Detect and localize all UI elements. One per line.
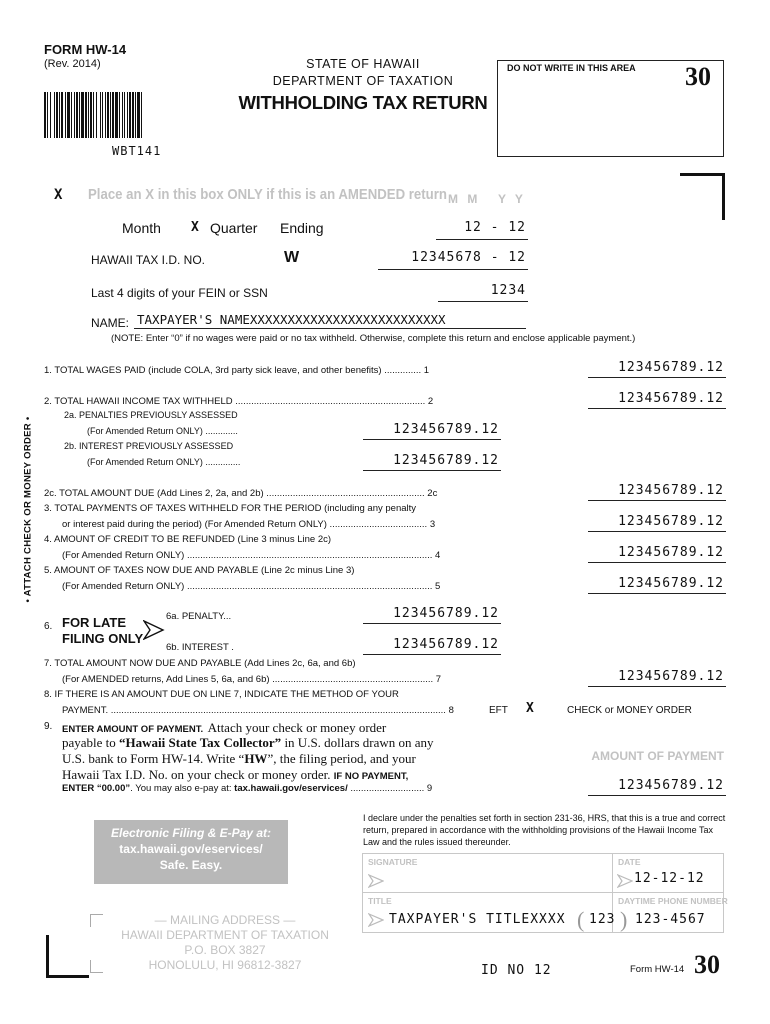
line-5-sublabel: (For Amended Return ONLY) ............................................................................................. 5 [62, 581, 441, 592]
name-label: NAME: [91, 316, 130, 330]
line-6a-label: 6a. PENALTY... [166, 611, 232, 622]
line-9-heading: ENTER AMOUNT OF PAYMENT. [62, 724, 204, 735]
tax-id-prefix: W [284, 249, 300, 266]
month-format-label: M M [448, 192, 481, 206]
line-2b-interest-field[interactable]: 123456789.12 [393, 453, 499, 468]
month-label: Month [122, 220, 161, 236]
year-format-label: Y Y [498, 192, 526, 206]
late-filing-title: FOR LATE [62, 615, 127, 630]
area-code-field[interactable]: 123 [589, 912, 616, 927]
quarter-label: Quarter [210, 220, 258, 236]
line-2b-sublabel: (For Amended Return ONLY) .............. [87, 457, 241, 467]
state-label: STATE OF HAWAII [306, 57, 420, 71]
line-6b-label: 6b. INTEREST . [166, 642, 234, 653]
line-2c-total-due-field[interactable]: 123456789.12 [618, 483, 724, 498]
line-9-payee: “Hawaii State Tax Collector” [119, 735, 282, 750]
footer-form-label: Form HW-14 [630, 964, 685, 975]
line-2-label: 2. TOTAL HAWAII INCOME TAX WITHHELD ........................................................................ 2 [44, 396, 434, 407]
corner-mark-top-right [680, 173, 725, 220]
line-9-hw: HW [244, 751, 268, 766]
fein-label: Last 4 digits of your FEIN or SSN [91, 286, 268, 300]
line-2a-penalties-field[interactable]: 123456789.12 [393, 422, 499, 437]
check-money-order-label: CHECK or MONEY ORDER [567, 705, 692, 716]
line-9-text-c1: U.S. bank to Form HW-14. Write “ [62, 751, 245, 766]
mailing-dept: HAWAII DEPARTMENT OF TAXATION [121, 928, 329, 942]
form-title: FORM HW-14 [44, 42, 127, 57]
late-filing-title-2: FILING ONLY [62, 631, 144, 646]
quarter-checkbox[interactable]: X [191, 220, 199, 235]
phone-label: DAYTIME PHONE NUMBER [618, 896, 728, 906]
box-number: 30 [685, 62, 711, 91]
barcode [44, 92, 234, 138]
line-2a-sublabel: (For Amended Return ONLY) ............. [87, 426, 238, 436]
date-arrow-icon [617, 874, 633, 888]
line-6b-interest-field[interactable]: 123456789.12 [393, 637, 499, 652]
fein-field[interactable]: 1234 [490, 283, 526, 298]
line-9-text-c3: ”, the filing period, and your [267, 751, 416, 766]
line-3-label: 3. TOTAL PAYMENTS OF TAXES WITHHELD FOR THE PERIOD (including any penalty [44, 503, 417, 514]
id-number: ID NO 12 [481, 963, 552, 978]
office-use-label: DO NOT WRITE IN THIS AREA [507, 63, 636, 73]
line-9-text-a: Attach your check or money order [207, 720, 387, 735]
line-4-sublabel: (For Amended Return ONLY) ............................................................................................. 4 [62, 550, 441, 561]
epay-link[interactable]: tax.hawaii.gov/eservices/ [234, 783, 348, 794]
amended-label: Place an X in this box ONLY if this is an AMENDED return [88, 186, 447, 203]
mailing-pobox: P.O. BOX 3827 [184, 943, 266, 957]
mailing-city: HONOLULU, HI 96812-3827 [148, 958, 302, 972]
line-2-tax-withheld-field[interactable]: 123456789.12 [618, 391, 724, 406]
payment-method-checkbox[interactable]: X [526, 701, 534, 716]
line-9-number: 9. [44, 721, 53, 732]
tax-id-field[interactable]: 12345678 - 12 [411, 250, 526, 265]
efile-line-1: Electronic Filing & E-Pay at: [110, 826, 272, 840]
line-8-label: 8. IF THERE IS AN AMOUNT DUE ON LINE 7, INDICATE THE METHOD OF YOUR [44, 689, 399, 700]
line-5-label: 5. AMOUNT OF TAXES NOW DUE AND PAYABLE (Line 2c minus Line 3) [44, 565, 355, 576]
line-6a-penalty-field[interactable]: 123456789.12 [393, 606, 499, 621]
period-ending-field[interactable]: 12 - 12 [464, 220, 526, 235]
line-2b-label: 2b. INTEREST PREVIOUSLY ASSESSED [64, 441, 234, 451]
area-code-open-paren: ( [577, 907, 585, 932]
eft-label: EFT [489, 705, 508, 716]
title-field[interactable]: TAXPAYER'S TITLEXXXX [389, 912, 566, 927]
mailing-heading: — MAILING ADDRESS — [154, 913, 296, 927]
line-4-label: 4. AMOUNT OF CREDIT TO BE REFUNDED (Line 3 minus Line 2c) [44, 534, 332, 545]
area-code-close-paren: ) [620, 907, 628, 932]
attach-check-side-label: • ATTACH CHECK OR MONEY ORDER • [22, 416, 34, 603]
department-label: DEPARTMENT OF TAXATION [272, 74, 454, 88]
line-3-sublabel: or interest paid during the period) (For Amended Return ONLY) ..................................... 3 [62, 519, 436, 530]
pointer-arrow-icon [143, 620, 165, 640]
line-8-sublabel: PAYMENT. ............................................................................................................................... 8 [62, 705, 454, 716]
line-5-taxes-due-field[interactable]: 123456789.12 [618, 576, 724, 591]
line-2a-label: 2a. PENALTIES PREVIOUSLY ASSESSED [64, 410, 238, 420]
amended-checkbox[interactable]: X [54, 187, 63, 203]
efile-line-2: tax.hawaii.gov/eservices/ [119, 842, 263, 856]
line-7-sublabel: (For AMENDED returns, Add Lines 5, 6a, and 6b) ............................................................. 7 [62, 674, 442, 685]
line-9-enter-zero: ENTER “00.00” [62, 783, 131, 794]
line-9-text-b1: payable to [62, 735, 120, 750]
signature-field[interactable] [388, 860, 610, 890]
date-label: DATE [618, 857, 641, 867]
line-2c-label: 2c. TOTAL AMOUNT DUE (Add Lines 2, 2a, and 2b) ............................................................ 2c [44, 488, 438, 499]
footer-form-number: 30 [694, 950, 720, 979]
phone-field[interactable]: 123-4567 [635, 912, 706, 927]
taxpayer-name-field[interactable]: TAXPAYER'S NAMEXXXXXXXXXXXXXXXXXXXXXXXXXX [137, 312, 446, 327]
line-9-leader: ............................ 9 [347, 783, 433, 794]
line-1-total-wages-field[interactable]: 123456789.12 [618, 360, 724, 375]
declaration-text: I declare under the penalties set forth in section 231-36, HRS, that this is a true and correct return, prepared in accordance with the withholding provisions of the Hawaii Income Tax Law and the rules issued thereunder. [363, 813, 726, 847]
line-1-label: 1. TOTAL WAGES PAID (include COLA, 3rd party sick leave, and other benefits) .............. 1 [44, 365, 430, 376]
ending-label: Ending [280, 220, 324, 236]
signature-label: SIGNATURE [368, 857, 418, 867]
line-7-total-due-field[interactable]: 123456789.12 [618, 669, 724, 684]
date-field[interactable]: 12-12-12 [634, 871, 705, 886]
main-title: WITHHOLDING TAX RETURN [238, 92, 488, 113]
barcode-id: WBT141 [112, 144, 162, 158]
line-6-number: 6. [44, 621, 53, 632]
line-9-text-d1: Hawaii Tax I.D. No. on your check or money order. [62, 767, 334, 782]
line-4-credit-refund-field[interactable]: 123456789.12 [618, 545, 724, 560]
line-9-text-f: . You may also e-pay at: [130, 783, 235, 794]
line-7-label: 7. TOTAL AMOUNT NOW DUE AND PAYABLE (Add Lines 2c, 6a, and 6b) [44, 658, 356, 669]
efile-line-3: Safe. Easy. [159, 858, 223, 872]
title-label: TITLE [368, 896, 392, 906]
name-note: (NOTE: Enter “0” if no wages were paid or no tax withheld. Otherwise, complete this return and enclose applicable payment.) [111, 333, 636, 344]
signature-arrow-icon [368, 874, 384, 888]
form-revision: (Rev. 2014) [44, 58, 101, 70]
title-arrow-icon [368, 913, 384, 927]
line-9-payment-field[interactable]: 123456789.12 [618, 778, 724, 793]
amount-of-payment-label: AMOUNT OF PAYMENT [591, 749, 724, 763]
tax-id-label: HAWAII TAX I.D. NO. [91, 253, 206, 267]
line-9-no-payment: IF NO PAYMENT, [333, 771, 409, 782]
line-9-text-b3: in U.S. dollars drawn on any [281, 735, 434, 750]
line-3-payments-field[interactable]: 123456789.12 [618, 514, 724, 529]
corner-mark-bottom-left [46, 935, 89, 978]
